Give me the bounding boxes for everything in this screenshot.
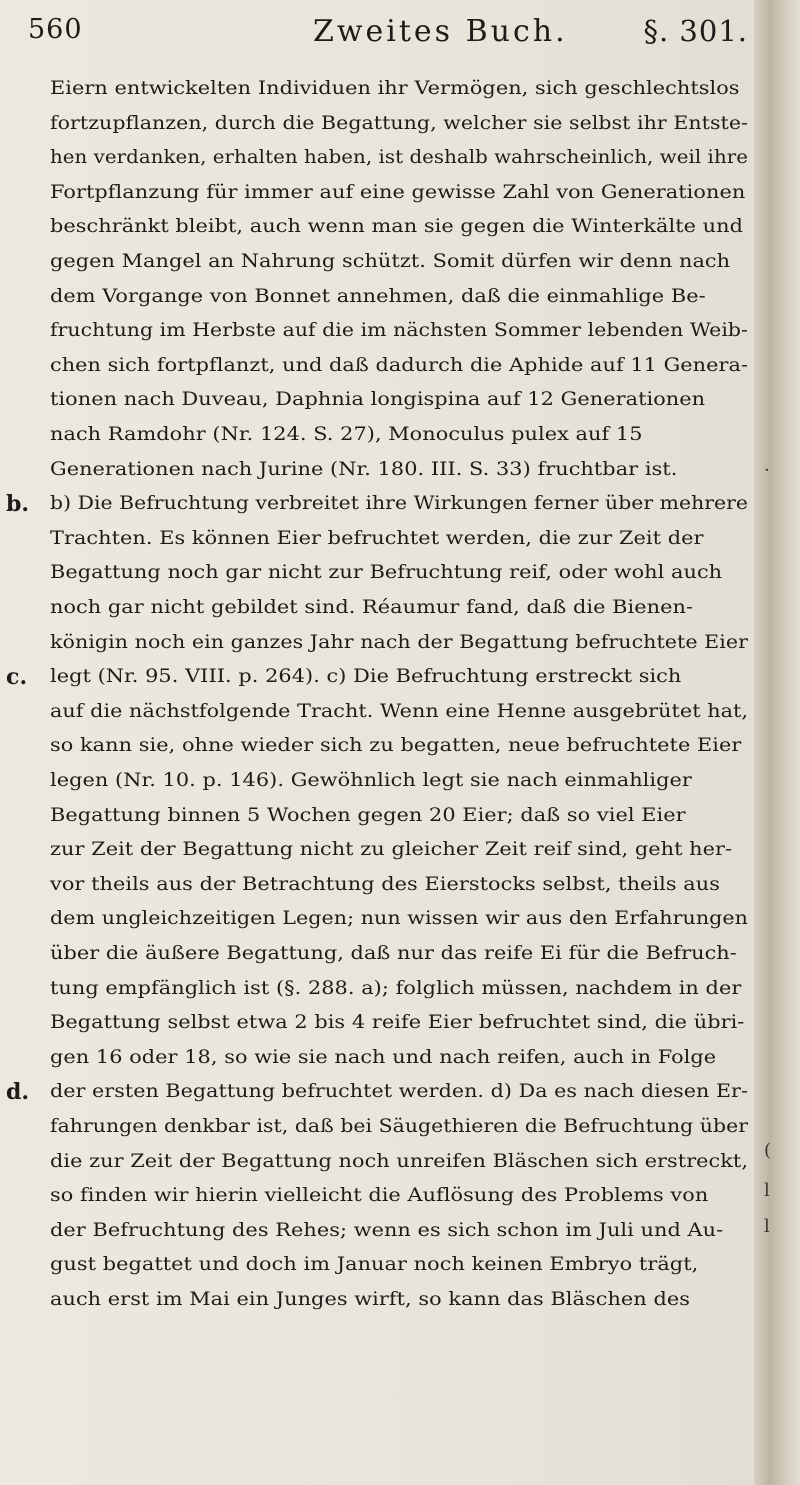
text-line — [50, 349, 750, 383]
line-text: Generationen nach Jurine (Nr. 180. III. S. 33) fruchtbar ist. — [50, 458, 678, 480]
text-line — [50, 695, 750, 729]
text-line — [50, 453, 750, 487]
line-text: hen verdanken, erhalten haben, ist deshalb wahrscheinlich, weil ihre — [50, 147, 748, 169]
line-text: gegen Mangel an Nahrung schützt. Somit dürfen wir denn nach — [50, 251, 731, 272]
line-text: fruchtung im Herbste auf die im nächsten Sommer lebenden Weib- — [50, 320, 748, 342]
line-text: fahrungen denkbar ist, daß bei Säugethieren die Befruchtung über — [50, 1116, 748, 1137]
line-text: b) Die Befruchtung verbreitet ihre Wirkungen ferner über mehrere — [50, 493, 748, 515]
text-line — [50, 1110, 750, 1144]
line-text: vor theils aus der Betrachtung des Eierstocks selbst, theils aus — [50, 873, 720, 895]
edge-mark: ( — [764, 1140, 772, 1161]
edge-mark: l — [764, 1216, 770, 1237]
line-text: legt (Nr. 95. VIII. p. 264). c) Die Befruchtung erstreckt sich — [50, 666, 682, 688]
text-line — [50, 1214, 750, 1248]
line-text: tionen nach Duveau, Daphnia longispina auf 12 Generationen — [50, 389, 706, 411]
text-line — [50, 141, 750, 175]
text-line — [50, 210, 750, 244]
text-line — [50, 383, 750, 417]
line-text: tung empfänglich ist (§. 288. a); folglich müssen, nachdem in der — [50, 977, 742, 999]
text-line — [50, 729, 750, 763]
text-line — [50, 418, 750, 452]
line-text: auch erst im Mai ein Junges wirft, so kann das Bläschen des — [50, 1289, 690, 1310]
line-text: die zur Zeit der Begattung noch unreifen Bläschen sich erstreckt, — [50, 1150, 748, 1172]
line-text: so kann sie, ohne wieder sich zu begatten, neue befruchtete Eier — [50, 735, 742, 757]
margin-letter: c. — [6, 664, 28, 691]
text-line — [50, 522, 750, 556]
text-line — [50, 1248, 750, 1282]
text-line — [6, 487, 750, 521]
line-text: noch gar nicht gebildet sind. Réaumur fand, daß die Bienen- — [50, 597, 694, 618]
text-line — [50, 556, 750, 590]
line-text: Eiern entwickelten Individuen ihr Vermögen, sich geschlechtslos — [50, 78, 740, 99]
text-line — [50, 591, 750, 625]
edge-mark: · — [764, 460, 770, 481]
running-title: Zweites Buch. — [313, 14, 568, 49]
line-text: zur Zeit der Begattung nicht zu gleicher Zeit reif sind, geht her- — [50, 839, 733, 861]
page-edge-shadow — [754, 0, 800, 1485]
text-line — [50, 972, 750, 1006]
text-line — [50, 902, 750, 936]
line-text: beschränkt bleibt, auch wenn man sie gegen die Winterkälte und — [50, 216, 743, 238]
text-line — [6, 1075, 750, 1109]
line-text: Begattung selbst etwa 2 bis 4 reife Eier befruchtet sind, die übri- — [50, 1012, 745, 1034]
text-line — [50, 764, 750, 798]
line-text: über die äußere Begattung, daß nur das reife Ei für die Befruch- — [50, 943, 737, 964]
line-text: legen (Nr. 10. p. 146). Gewöhnlich legt sie nach einmahliger — [50, 770, 692, 791]
line-text: Trachten. Es können Eier befruchtet werden, die zur Zeit der — [50, 527, 704, 549]
text-line — [50, 833, 750, 867]
text-line — [50, 1145, 750, 1179]
line-text: Begattung binnen 5 Wochen gegen 20 Eier; daß so viel Eier — [50, 804, 686, 826]
text-line — [50, 280, 750, 314]
line-text: Begattung noch gar nicht zur Befruchtung reif, oder wohl auch — [50, 562, 723, 584]
running-header — [28, 14, 748, 74]
line-text: gust begattet und doch im Januar noch keinen Embryo trägt, — [50, 1254, 699, 1276]
text-line — [50, 176, 750, 210]
text-line — [50, 1041, 750, 1075]
page-number: 560 — [28, 14, 83, 45]
text-line — [50, 314, 750, 348]
line-text: gen 16 oder 18, so wie sie nach und nach reifen, auch in Folge — [50, 1046, 717, 1068]
body-text — [6, 72, 750, 1432]
line-text: Fortpflanzung für immer auf eine gewisse Zahl von Generationen — [50, 181, 746, 203]
text-line — [50, 868, 750, 902]
text-line — [50, 937, 750, 971]
line-text: königin noch ein ganzes Jahr nach der Begattung befruchtete Eier — [50, 631, 748, 653]
line-text: dem Vorgange von Bonnet annehmen, daß die einmahlige Be- — [50, 285, 706, 307]
edge-mark: l — [764, 1180, 770, 1201]
text-line — [50, 626, 750, 660]
line-text: nach Ramdohr (Nr. 124. S. 27), Monoculus pulex auf 15 — [50, 424, 643, 445]
line-text: dem ungleichzeitigen Legen; nun wissen wir aus den Erfahrungen — [50, 908, 748, 930]
text-line — [50, 1283, 750, 1317]
line-text: so finden wir hierin vielleicht die Auflösung des Problems von — [50, 1185, 709, 1207]
line-text: auf die nächstfolgende Tracht. Wenn eine Henne ausgebrütet hat, — [50, 700, 748, 722]
line-text: fortzupflanzen, durch die Begattung, welcher sie selbst ihr Entste- — [50, 112, 748, 134]
text-line — [6, 660, 750, 694]
text-line — [50, 799, 750, 833]
text-line — [50, 107, 750, 141]
section-number: §. 301. — [643, 14, 748, 48]
line-text: der ersten Begattung befruchtet werden. d) Da es nach diesen Er- — [50, 1081, 748, 1103]
text-line — [50, 245, 750, 279]
text-line — [50, 72, 750, 106]
line-text: der Befruchtung des Rehes; wenn es sich schon im Juli und Au- — [50, 1219, 724, 1241]
line-text: chen sich fortpflanzt, und daß dadurch die Aphide auf 11 Genera- — [50, 354, 748, 376]
text-line — [50, 1006, 750, 1040]
margin-letter: d. — [6, 1079, 30, 1106]
text-line — [50, 1179, 750, 1213]
margin-letter: b. — [6, 491, 30, 518]
